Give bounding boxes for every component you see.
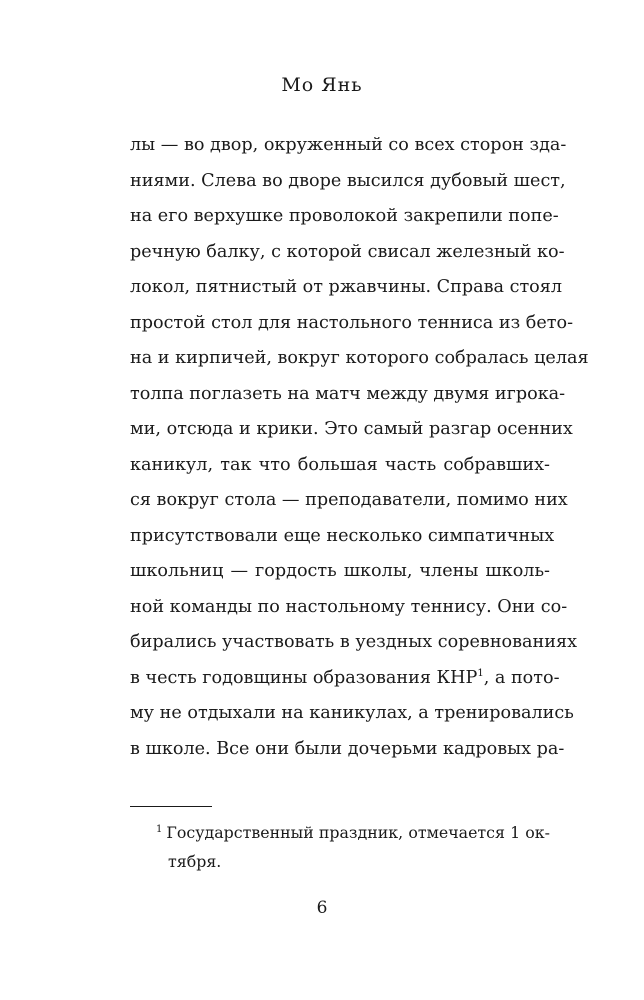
footnote-text: Государственный праздник, отмечается 1 ок-	[166, 823, 550, 842]
text-line: каникул, так что большая часть собравших-	[130, 454, 550, 475]
footnote	[130, 818, 550, 876]
text-line: присутствовали еще несколько симпатичных	[130, 525, 555, 546]
text-line: толпа поглазеть на матч между двумя игрока-	[130, 383, 566, 404]
body-text	[130, 128, 589, 767]
text-line: му не отдыхали на каникулах, а тренировались	[130, 703, 574, 723]
text-line: в школе. Все они были дочерьми кадровых ра-	[130, 738, 565, 759]
text-line: локол, пятнистый от ржавчины. Справа стоял	[130, 277, 563, 297]
text-line: школьниц — гордость школы, члены школь-	[130, 561, 550, 581]
text-line-with-footnote	[130, 661, 560, 697]
footnote-reference[interactable]: 1	[477, 667, 484, 679]
page-number: 6	[316, 898, 328, 918]
running-head-author: Мо Янь	[281, 74, 363, 96]
text-line: ной команды по настольному теннису. Они со-	[130, 596, 568, 617]
footnote-line: тября.	[168, 852, 222, 871]
text-line: на его верхушке проволокой закрепили попе-	[130, 206, 559, 226]
text-line: на и кирпичей, вокруг которого собралась целая	[130, 348, 589, 368]
text-line-part: в честь годовщины образования КНР	[130, 667, 478, 688]
text-line: лы — во двор, окруженный со всех сторон зда-	[130, 135, 567, 155]
footnote-mark: 1	[156, 824, 163, 835]
text-line: простой стол для настольного тенниса из бето-	[130, 312, 574, 333]
footnote-line	[130, 818, 550, 847]
footnote-divider	[130, 806, 212, 807]
text-line: ниями. Слева во дворе высился дубовый шест,	[130, 170, 566, 191]
text-line: бирались участвовать в уездных соревнованиях	[130, 632, 577, 652]
text-line: ми, отсюда и крики. Это самый разгар осенних	[130, 419, 573, 439]
text-line: речную балку, с которой свисал железный ко-	[130, 241, 565, 262]
text-line: ся вокруг стола — преподаватели, помимо них	[130, 490, 568, 510]
text-line-part: , а пото-	[483, 667, 560, 688]
